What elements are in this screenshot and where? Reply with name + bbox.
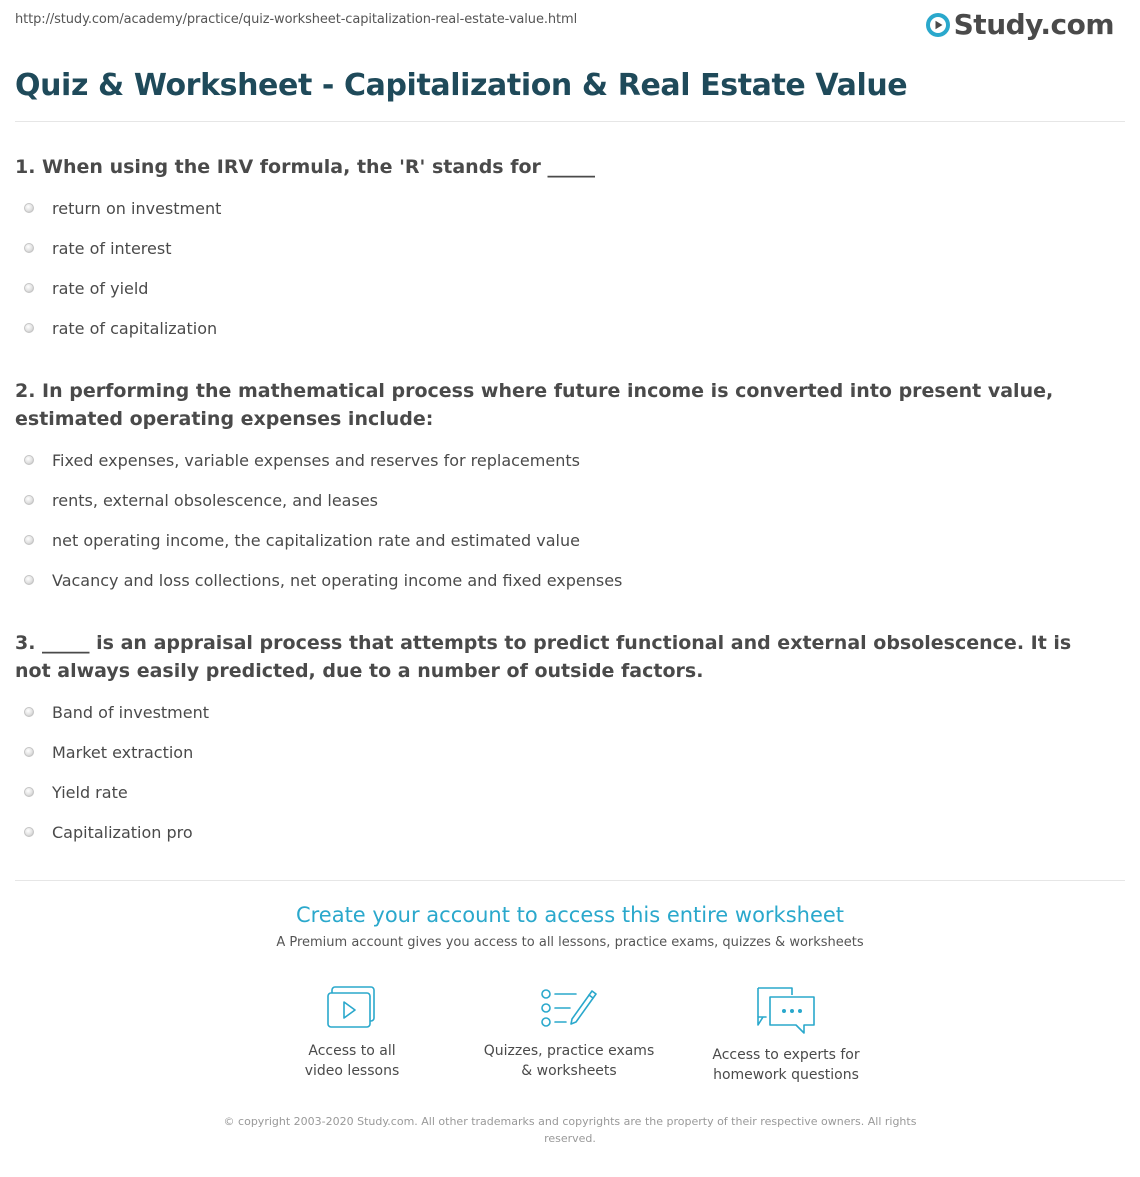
answer-list bbox=[15, 440, 1100, 600]
radio-button[interactable] bbox=[24, 323, 34, 333]
cta-subheading: A Premium account gives you access to all lessons, practice exams, quizzes & worksheets bbox=[276, 935, 864, 950]
radio-button[interactable] bbox=[24, 787, 34, 797]
answer-option[interactable] bbox=[15, 228, 1100, 268]
answer-option[interactable] bbox=[15, 480, 1100, 520]
answer-label: Yield rate bbox=[52, 782, 128, 802]
video-lesson-icon bbox=[326, 985, 378, 1031]
feature-label bbox=[459, 1041, 679, 1081]
feature-label-line: homework questions bbox=[713, 1067, 859, 1083]
answer-option[interactable] bbox=[15, 772, 1100, 812]
radio-button[interactable] bbox=[24, 455, 34, 465]
radio-button[interactable] bbox=[24, 827, 34, 837]
cta-heading-link[interactable]: Create your account to access this entire worksheet bbox=[295, 903, 845, 927]
feature-experts bbox=[676, 985, 896, 1085]
radio-button[interactable] bbox=[24, 535, 34, 545]
answer-label: Fixed expenses, variable expenses and reserves for replacements bbox=[52, 450, 580, 470]
answer-label: Capitalization pro bbox=[52, 822, 193, 842]
cta-divider bbox=[15, 880, 1125, 881]
answer-label: rate of yield bbox=[52, 278, 149, 298]
feature-label-line: Access to all bbox=[308, 1043, 396, 1059]
answer-list bbox=[15, 188, 1100, 348]
copyright-notice: © copyright 2003-2020 Study.com. All other trademarks and copyrights are the property of their respective owners. All rights reserved. bbox=[223, 1115, 917, 1145]
title-divider bbox=[15, 121, 1125, 122]
feature-label bbox=[676, 1045, 896, 1085]
answer-option[interactable] bbox=[15, 308, 1100, 348]
radio-button[interactable] bbox=[24, 747, 34, 757]
study-logo[interactable] bbox=[925, 8, 1114, 41]
answer-label: return on investment bbox=[52, 198, 222, 218]
radio-button[interactable] bbox=[24, 243, 34, 253]
answer-label: rate of capitalization bbox=[52, 318, 218, 338]
question-text: 3. _____ is an appraisal process that attempts to predict functional and external obsolescence. It is not always easily predicted, due to a number of outside factors. bbox=[15, 632, 1072, 682]
study-play-icon bbox=[925, 12, 951, 38]
feature-label-line: & worksheets bbox=[521, 1063, 617, 1079]
question-text: 2. In performing the mathematical process where future income is converted into present value, estimated operating expenses include: bbox=[15, 380, 1054, 430]
answer-label: Market extraction bbox=[52, 742, 194, 762]
logo-text: Study.com bbox=[953, 8, 1114, 41]
answer-label: rents, external obsolescence, and leases bbox=[52, 490, 378, 510]
answer-option[interactable] bbox=[15, 692, 1100, 732]
answer-label: Band of investment bbox=[52, 702, 210, 722]
feature-label-line: video lessons bbox=[304, 1063, 400, 1079]
radio-button[interactable] bbox=[24, 203, 34, 213]
question-3 bbox=[15, 629, 1100, 852]
question-1 bbox=[15, 153, 1100, 348]
answer-option[interactable] bbox=[15, 188, 1100, 228]
question-2 bbox=[15, 377, 1100, 600]
answer-label: Vacancy and loss collections, net operating income and fixed expenses bbox=[52, 570, 623, 590]
question-text: 1. When using the IRV formula, the 'R' stands for _____ bbox=[15, 156, 596, 178]
page-title: Quiz & Worksheet - Capitalization & Real Estate Value bbox=[15, 68, 908, 103]
radio-button[interactable] bbox=[24, 575, 34, 585]
feature-quizzes bbox=[459, 985, 679, 1081]
signup-cta bbox=[0, 903, 1140, 950]
answer-list bbox=[15, 692, 1100, 852]
answer-option[interactable] bbox=[15, 732, 1100, 772]
expert-chat-icon bbox=[754, 985, 818, 1035]
radio-button[interactable] bbox=[24, 283, 34, 293]
answer-option[interactable] bbox=[15, 520, 1100, 560]
radio-button[interactable] bbox=[24, 495, 34, 505]
feature-label-line: Access to experts for bbox=[712, 1047, 860, 1063]
feature-label bbox=[242, 1041, 462, 1081]
radio-button[interactable] bbox=[24, 707, 34, 717]
answer-option[interactable] bbox=[15, 268, 1100, 308]
answer-label: net operating income, the capitalization rate and estimated value bbox=[52, 530, 580, 550]
answer-option[interactable] bbox=[15, 440, 1100, 480]
page-url: http://study.com/academy/practice/quiz-worksheet-capitalization-real-estate-value.html bbox=[15, 12, 578, 27]
answer-option[interactable] bbox=[15, 812, 1100, 852]
answer-label: rate of interest bbox=[52, 238, 172, 258]
answer-option[interactable] bbox=[15, 560, 1100, 600]
quiz-checklist-icon bbox=[540, 985, 598, 1031]
feature-label-line: Quizzes, practice exams bbox=[483, 1043, 655, 1059]
feature-video-lessons bbox=[242, 985, 462, 1081]
